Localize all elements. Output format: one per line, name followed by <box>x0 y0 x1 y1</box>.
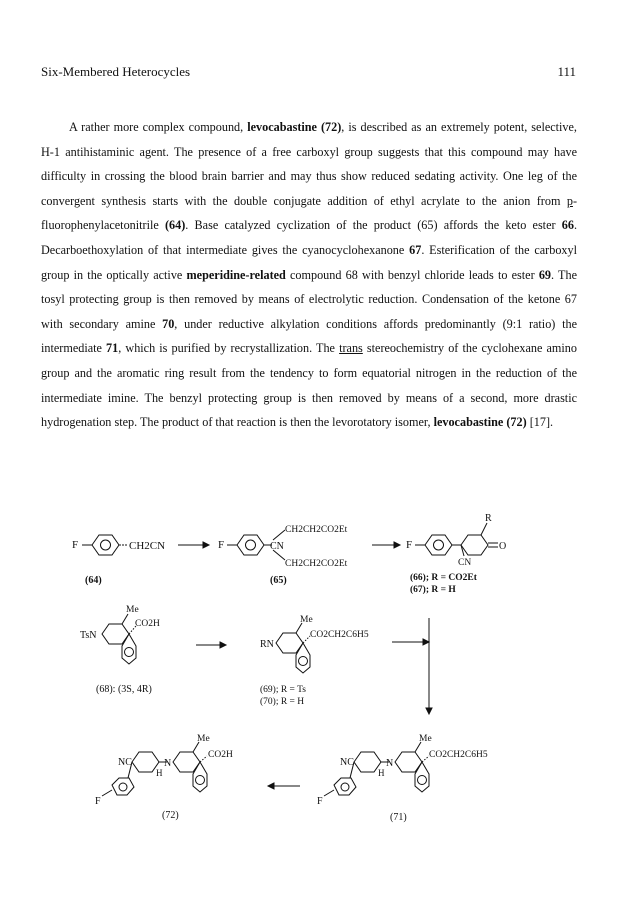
compound-65 <box>218 525 348 586</box>
compound-69-70 <box>260 615 369 707</box>
compound-70-label: (70); R = H <box>260 697 305 707</box>
paragraph-run: . Decarboethoxylation of that intermediate gives the cyanocyclohexanone <box>41 218 577 257</box>
paragraph-run: 66 <box>561 218 574 233</box>
paragraph-run: , under reductive alkylation conditions affords predominantly (9:1 ratio) the intermediate <box>41 316 577 356</box>
paragraph-run: (64) <box>164 218 186 233</box>
svg-text:CO2CH2C6H5: CO2CH2C6H5 <box>429 750 488 760</box>
paragraph-run: . The tosyl protecting group is then removed by means of electrolytic reduction. Condensation of the ketone 67 with secondary amine <box>41 267 577 331</box>
compound-67-label: (67); R = H <box>410 585 456 595</box>
arrow-68-69 <box>196 642 226 648</box>
svg-text:H: H <box>156 768 163 778</box>
page-number: 111 <box>557 64 576 79</box>
svg-text:Me: Me <box>419 734 432 744</box>
svg-text:N: N <box>164 758 172 769</box>
svg-text:NC: NC <box>118 757 132 768</box>
compound-69-label: (69); R = Ts <box>260 685 306 695</box>
paragraph-run: 69 <box>538 267 552 282</box>
running-title: Six-Membered Heterocycles <box>41 64 191 79</box>
paragraph-run: stereochemistry of the cyclohexane amino group and the aromatic ring result from the tendency to form equatorial nitrogen in the reduction of the intermediate imine. The benzyl protecting group is then removed by means of a second, more drastic hydrogenation step. The product of that reaction is then the levorotatory isomer, <box>41 341 577 430</box>
compound-66-label: (66); R = CO2Et <box>410 573 477 583</box>
running-header <box>41 64 576 82</box>
svg-text:H: H <box>378 768 385 778</box>
paragraph-run: A rather more complex compound, <box>69 120 248 134</box>
svg-text:CO2H: CO2H <box>208 750 233 760</box>
svg-text:CH2CH2CO2Et: CH2CH2CO2Et <box>285 525 348 535</box>
paragraph-run: levocabastine <box>433 415 504 430</box>
compound-72 <box>95 734 233 821</box>
paragraph-run: 70 <box>162 316 175 331</box>
svg-text:Me: Me <box>126 605 139 615</box>
paragraph-run: . Base catalyzed cyclization of the product (65) affords the keto ester <box>185 218 562 233</box>
svg-text:F: F <box>72 539 79 551</box>
svg-text:F: F <box>95 796 101 807</box>
svg-text:N: N <box>386 758 394 769</box>
paragraph-run: . Esterification of the carboxyl group in the optically active <box>41 242 577 282</box>
reaction-scheme <box>60 510 560 840</box>
paragraph-run: levocabastine (72) <box>247 120 342 134</box>
paragraph-run: 71 <box>106 341 119 356</box>
paragraph-run: p <box>566 193 573 208</box>
paragraph-run: meperidine-related <box>186 267 286 282</box>
svg-text:R: R <box>485 513 492 524</box>
svg-text:O: O <box>499 541 507 552</box>
svg-text:NC: NC <box>340 757 354 768</box>
paragraph-run: , is described as an extremely potent, selective, H-1 antihistaminic agent. The presence of a free carboxyl group suggests that this compound may have difficulty in crossing the blood brain barrier and may thus show reduced sedating activity. One leg of the convergent synthesis starts with the double conjugate addition of ethyl acrylate to the anion from <box>41 120 577 208</box>
svg-text:TsN: TsN <box>80 630 97 641</box>
svg-text:CN: CN <box>270 541 284 552</box>
arrow-65-66 <box>372 542 400 548</box>
compound-64-label: (64) <box>85 575 102 586</box>
svg-text:F: F <box>317 796 323 807</box>
svg-text:F: F <box>406 539 413 551</box>
paragraph-run: , which is purified by recrystallization. The <box>118 341 340 356</box>
svg-text:RN: RN <box>260 639 274 650</box>
paragraph-run: trans <box>339 341 363 356</box>
paragraph-text <box>41 115 577 435</box>
compound-65-label: (65) <box>270 575 287 586</box>
paragraph-run: [17]. <box>526 415 554 430</box>
compound-72-label: (72) <box>162 810 179 821</box>
body-paragraph <box>41 115 577 435</box>
compound-71-label: (71) <box>390 812 407 823</box>
compound-64 <box>72 535 165 586</box>
compound-68-label: (68): (3S, 4R) <box>96 684 152 695</box>
paragraph-run: compound 68 with benzyl chloride leads to ester <box>285 267 539 282</box>
arrow-71-72 <box>268 783 300 789</box>
svg-text:CH2CN: CH2CN <box>129 540 166 552</box>
svg-text:CO2CH2C6H5: CO2CH2C6H5 <box>310 630 369 640</box>
arrow-70-71 <box>392 618 432 714</box>
svg-text:Me: Me <box>197 734 210 744</box>
compound-66-67 <box>406 513 506 595</box>
svg-text:CN: CN <box>458 558 472 568</box>
svg-text:CH2CH2CO2Et: CH2CH2CO2Et <box>285 559 348 569</box>
paragraph-run: (72) <box>506 415 527 430</box>
svg-text:CO2H: CO2H <box>135 619 160 629</box>
svg-text:F: F <box>218 539 225 551</box>
paragraph-run: 67 <box>409 242 422 257</box>
paragraph-run: -fluorophenylacetonitrile <box>41 193 577 233</box>
compound-71 <box>317 734 488 823</box>
compound-68 <box>80 605 160 695</box>
scheme-svg <box>60 510 560 840</box>
svg-text:Me: Me <box>300 615 313 625</box>
arrow-64-65 <box>178 542 209 548</box>
